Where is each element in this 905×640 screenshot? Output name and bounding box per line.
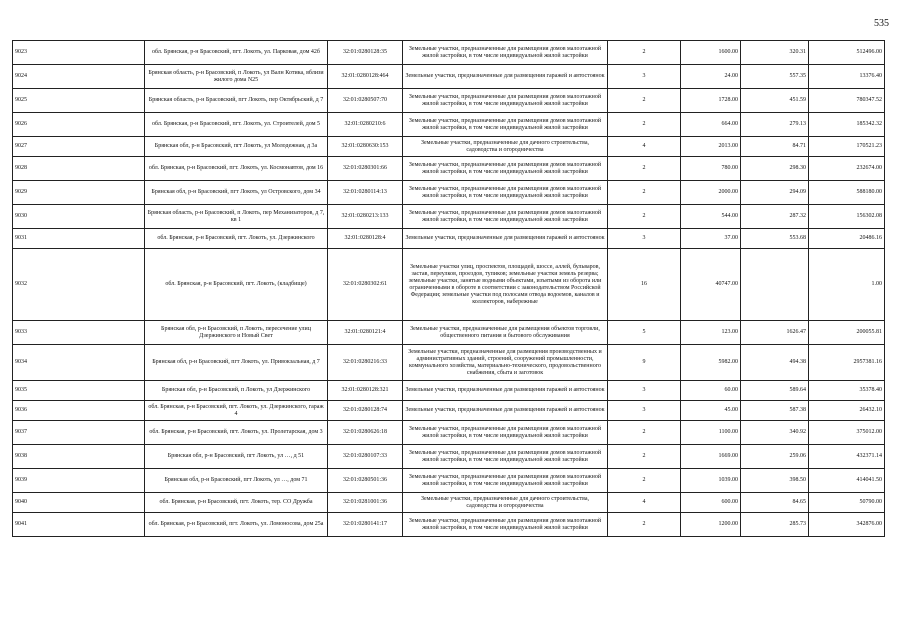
record-number: 9031 — [13, 229, 145, 249]
cadastral-number-cell: 32:01:0280107:33 — [328, 445, 403, 469]
address-cell: обл. Брянская, р-н Брасовский, пгт. Локоть, тер. СО Дружба — [145, 493, 328, 513]
record-number: 9025 — [13, 89, 145, 113]
cadastral-value-cell: 35378.40 — [809, 381, 885, 401]
address-cell: обл. Брянская, р-н Брасовский, пгт. Локоть, (кладбище) — [145, 249, 328, 321]
cadastral-number-cell: 32:01:0280301:66 — [328, 157, 403, 181]
land-use-cell: Земельные участки, предназначенные для размещения гаражей и автостоянок — [403, 401, 608, 421]
table-row — [13, 181, 885, 205]
address-cell: обл. Брянская, р-н Брасовский, пгт. Локоть, ул. Пролетарская, дом 3 — [145, 421, 328, 445]
area-cell: 123.00 — [681, 321, 741, 345]
table-row — [13, 89, 885, 113]
use-group-cell: 3 — [608, 65, 681, 89]
record-number: 9039 — [13, 469, 145, 493]
cadastral-number-cell: 32:01:0280128:74 — [328, 401, 403, 421]
cadastral-number-cell: 32:01:0280213:133 — [328, 205, 403, 229]
cadastral-value-cell: 13376.40 — [809, 65, 885, 89]
use-group-cell: 2 — [608, 89, 681, 113]
area-cell: 24.00 — [681, 65, 741, 89]
area-cell: 37.00 — [681, 229, 741, 249]
use-group-cell: 2 — [608, 181, 681, 205]
cadastral-number-cell: 32:01:0280141:17 — [328, 513, 403, 537]
area-cell: 2000.00 — [681, 181, 741, 205]
address-cell: Брянская область, р-н Брасовский, п Локоть, ул Валн Котика, вблизи жилого дома N25 — [145, 65, 328, 89]
use-group-cell: 2 — [608, 41, 681, 65]
cadastral-value-cell: 170521.23 — [809, 137, 885, 157]
land-use-cell: Земельные участки, предназначенные для размещения домов малоэтажной жилой застройки, в том числе индивидуальной жилой застройки — [403, 421, 608, 445]
cadastral-value-cell: 414041.50 — [809, 469, 885, 493]
record-number: 9035 — [13, 381, 145, 401]
table-row — [13, 137, 885, 157]
rate-cell — [741, 249, 809, 321]
land-use-cell: Земельные участки, предназначенные для размещения домов малоэтажной жилой застройки, в том числе индивидуальной жилой застройки — [403, 89, 608, 113]
address-cell: Брянская область, р-н Брасовский, пгт Локоть, пер Октябрьский, д 7 — [145, 89, 328, 113]
cadastral-value-cell: 185342.32 — [809, 113, 885, 137]
use-group-cell: 4 — [608, 493, 681, 513]
use-group-cell: 3 — [608, 229, 681, 249]
rate-cell: 1626.47 — [741, 321, 809, 345]
rate-cell: 285.73 — [741, 513, 809, 537]
use-group-cell: 9 — [608, 345, 681, 381]
table-row — [13, 205, 885, 229]
address-cell: обл. Брянская, р-н Брасовский, пгт. Локоть, ул. Строителей, дом 5 — [145, 113, 328, 137]
table-row — [13, 445, 885, 469]
cadastral-value-cell: 432371.14 — [809, 445, 885, 469]
use-group-cell: 2 — [608, 445, 681, 469]
area-cell: 664.00 — [681, 113, 741, 137]
area-cell: 60.00 — [681, 381, 741, 401]
area-cell: 45.00 — [681, 401, 741, 421]
land-use-cell: Земельные участки, предназначенные для размещения домов малоэтажной жилой застройки, в том числе индивидуальной жилой застройки — [403, 205, 608, 229]
area-cell: 780.00 — [681, 157, 741, 181]
cadastral-number-cell: 32:01:0280216:33 — [328, 345, 403, 381]
rate-cell: 294.09 — [741, 181, 809, 205]
record-number: 9037 — [13, 421, 145, 445]
area-cell: 544.00 — [681, 205, 741, 229]
address-cell: обл. Брянская, р-н Брасовский, пгт. Локоть, ул. Парковая, дом 42б — [145, 41, 328, 65]
use-group-cell: 2 — [608, 469, 681, 493]
use-group-cell: 2 — [608, 113, 681, 137]
record-number: 9027 — [13, 137, 145, 157]
rate-cell: 279.13 — [741, 113, 809, 137]
area-cell: 1039.00 — [681, 469, 741, 493]
area-cell: 1600.00 — [681, 41, 741, 65]
address-cell: обл. Брянская, р-н Брасовский, пгт. Локоть, ул. Дзержинского, гараж 4 — [145, 401, 328, 421]
record-number: 9040 — [13, 493, 145, 513]
register-rows — [13, 41, 885, 537]
address-cell: Брянская обл, р-н Брасовский, пгт Локоть, ул …, д 51 — [145, 445, 328, 469]
cadastral-number-cell: 32:01:0280114:13 — [328, 181, 403, 205]
cadastral-number-cell: 32:01:0280630:153 — [328, 137, 403, 157]
address-cell: обл. Брянская, р-н Брасовский, пгт. Локоть, ул. Ломоносова, дом 25а — [145, 513, 328, 537]
record-number: 9034 — [13, 345, 145, 381]
table-row — [13, 157, 885, 181]
rate-cell: 340.92 — [741, 421, 809, 445]
rate-cell: 287.32 — [741, 205, 809, 229]
address-cell: обл. Брянская, р-н Брасовский, пгт. Локоть, ул. Дзержинского — [145, 229, 328, 249]
rate-cell: 587.38 — [741, 401, 809, 421]
cadastral-number-cell: 32:01:0280121:4 — [328, 321, 403, 345]
land-use-cell: Земельные участки, предназначенные для размещения производственных и административных зданий, строений, сооружений промышленности, коммунального хозяйства, материально-технического, продовольственного снабжения, сбыта и заготовок — [403, 345, 608, 381]
area-cell: 600.00 — [681, 493, 741, 513]
record-number: 9024 — [13, 65, 145, 89]
land-use-cell: Земельные участки, предназначенные для размещения домов малоэтажной жилой застройки, в том числе индивидуальной жилой застройки — [403, 157, 608, 181]
record-number: 9030 — [13, 205, 145, 229]
cadastral-number-cell: 32:01:0280507:70 — [328, 89, 403, 113]
use-group-cell: 2 — [608, 421, 681, 445]
land-use-cell: Земельные участки, предназначенные для размещения домов малоэтажной жилой застройки, в том числе индивидуальной жилой застройки — [403, 469, 608, 493]
table-row — [13, 493, 885, 513]
cadastral-number-cell: 32:01:0281001:36 — [328, 493, 403, 513]
rate-cell: 553.68 — [741, 229, 809, 249]
rate-cell: 398.50 — [741, 469, 809, 493]
use-group-cell: 2 — [608, 157, 681, 181]
table-row — [13, 65, 885, 89]
cadastral-value-cell: 2957381.16 — [809, 345, 885, 381]
cadastral-value-cell: 512496.00 — [809, 41, 885, 65]
rate-cell: 451.59 — [741, 89, 809, 113]
table-row — [13, 249, 885, 321]
cadastral-number-cell: 32:01:0280128:321 — [328, 381, 403, 401]
use-group-cell: 2 — [608, 205, 681, 229]
record-number: 9036 — [13, 401, 145, 421]
area-cell: 1200.00 — [681, 513, 741, 537]
cadastral-number-cell: 32:01:0280210:6 — [328, 113, 403, 137]
cadastral-number-cell: 32:01:0280128:35 — [328, 41, 403, 65]
use-group-cell: 4 — [608, 137, 681, 157]
register-table — [12, 40, 885, 537]
table-row — [13, 113, 885, 137]
cadastral-value-cell: 232674.00 — [809, 157, 885, 181]
land-use-cell: Земельные участки улиц, проспектов, площадей, шоссе, аллей, бульваров, застав, переулков, проездов, тупиков; земельные участки земель резерва; земельные участки, занятые водными объектами, изъятыми из оборота или ограниченными в обороте в соответствии с законодательством Российской Федерации; земельные участки под полосами отвода водоемов, каналов и коллекторов, набережные — [403, 249, 608, 321]
address-cell: Брянская область, р-н Брасовский, п Локоть, пер Механизаторов, д 7, кв 1 — [145, 205, 328, 229]
cadastral-number-cell: 32:01:0280128:464 — [328, 65, 403, 89]
rate-cell: 557.35 — [741, 65, 809, 89]
land-use-cell: Земельные участки, предназначенные для размещения домов малоэтажной жилой застройки, в том числе индивидуальной жилой застройки — [403, 513, 608, 537]
record-number: 9038 — [13, 445, 145, 469]
table-row — [13, 401, 885, 421]
land-use-cell: Земельные участки, предназначенные для дачного строительства, садоводства и огородничества — [403, 493, 608, 513]
area-cell: 1669.00 — [681, 445, 741, 469]
cadastral-value-cell: 1.00 — [809, 249, 885, 321]
rate-cell: 298.30 — [741, 157, 809, 181]
land-use-cell: Земельные участки, предназначенные для размещения домов малоэтажной жилой застройки, в том числе индивидуальной жилой застройки — [403, 41, 608, 65]
record-number: 9023 — [13, 41, 145, 65]
area-cell: 5982.00 — [681, 345, 741, 381]
address-cell: Брянская обл, р-н Брасовский, пгт Локоть, ул Молодежная, д 3а — [145, 137, 328, 157]
land-use-cell: Земельные участки, предназначенные для размещения домов малоэтажной жилой застройки, в том числе индивидуальной жилой застройки — [403, 181, 608, 205]
address-cell: Брянская обл, р-н Брасовский, п Локоть, ул Дзержинского — [145, 381, 328, 401]
record-number: 9028 — [13, 157, 145, 181]
table-row — [13, 229, 885, 249]
page-number: 535 — [874, 18, 889, 29]
rate-cell: 494.38 — [741, 345, 809, 381]
cadastral-value-cell: 50790.00 — [809, 493, 885, 513]
area-cell: 1100.00 — [681, 421, 741, 445]
record-number: 9033 — [13, 321, 145, 345]
address-cell: Брянская обл, р-н Брасовский, п Локоть, пересечение улиц Дзержинского и Новый Свет — [145, 321, 328, 345]
land-use-cell: Земельные участки, предназначенные для дачного строительства, садоводства и огородничества — [403, 137, 608, 157]
use-group-cell: 5 — [608, 321, 681, 345]
cadastral-value-cell: 342876.00 — [809, 513, 885, 537]
record-number: 9026 — [13, 113, 145, 137]
rate-cell: 589.64 — [741, 381, 809, 401]
cadastral-value-cell: 20486.16 — [809, 229, 885, 249]
land-use-cell: Земельные участки, предназначенные для размещения гаражей и автостоянок — [403, 229, 608, 249]
table-row — [13, 381, 885, 401]
address-cell: обл. Брянская, р-н Брасовский, пгт. Локоть, ул. Космонавтов, дом 16 — [145, 157, 328, 181]
area-cell: 2013.00 — [681, 137, 741, 157]
land-use-cell: Земельные участки, предназначенные для размещения гаражей и автостоянок — [403, 65, 608, 89]
table-row — [13, 345, 885, 381]
use-group-cell: 3 — [608, 401, 681, 421]
land-use-cell: Земельные участки, предназначенные для размещения домов малоэтажной жилой застройки, в том числе индивидуальной жилой застройки — [403, 445, 608, 469]
cadastral-value-cell: 156302.08 — [809, 205, 885, 229]
table-row — [13, 321, 885, 345]
land-use-cell: Земельные участки, предназначенные для размещения гаражей и автостоянок — [403, 381, 608, 401]
table-row — [13, 469, 885, 493]
table-row — [13, 421, 885, 445]
record-number: 9041 — [13, 513, 145, 537]
land-use-cell: Земельные участки, предназначенные для размещения домов малоэтажной жилой застройки, в том числе индивидуальной жилой застройки — [403, 113, 608, 137]
use-group-cell: 2 — [608, 513, 681, 537]
use-group-cell: 3 — [608, 381, 681, 401]
cadastral-value-cell: 375012.00 — [809, 421, 885, 445]
address-cell: Брянская обл, р-н Брасовский, пгт Локоть, ул Островского, дом 34 — [145, 181, 328, 205]
rate-cell: 320.31 — [741, 41, 809, 65]
land-use-cell: Земельные участки, предназначенные для размещения объектов торговли, общественного питания и бытового обслуживания — [403, 321, 608, 345]
cadastral-value-cell: 780347.52 — [809, 89, 885, 113]
rate-cell: 259.06 — [741, 445, 809, 469]
rate-cell: 84.71 — [741, 137, 809, 157]
address-cell: Брянская обл, р-н Брасовский, пгт Локоть, ул …, дом 71 — [145, 469, 328, 493]
record-number: 9029 — [13, 181, 145, 205]
cadastral-number-cell: 32:01:0280128:4 — [328, 229, 403, 249]
table-row — [13, 513, 885, 537]
address-cell: Брянская обл, р-н Брасовский, пгт Локоть, ул. Привокзальная, д 7 — [145, 345, 328, 381]
record-number: 9032 — [13, 249, 145, 321]
use-group-cell: 16 — [608, 249, 681, 321]
cadastral-value-cell: 588180.00 — [809, 181, 885, 205]
cadastral-number-cell: 32:01:0280501:36 — [328, 469, 403, 493]
cadastral-number-cell: 32:01:0280626:18 — [328, 421, 403, 445]
cadastral-value-cell: 26432.10 — [809, 401, 885, 421]
cadastral-value-cell: 200055.81 — [809, 321, 885, 345]
cadastral-number-cell: 32:01:0280302:61 — [328, 249, 403, 321]
area-cell: 40747.00 — [681, 249, 741, 321]
table-row — [13, 41, 885, 65]
rate-cell: 84.65 — [741, 493, 809, 513]
area-cell: 1728.00 — [681, 89, 741, 113]
